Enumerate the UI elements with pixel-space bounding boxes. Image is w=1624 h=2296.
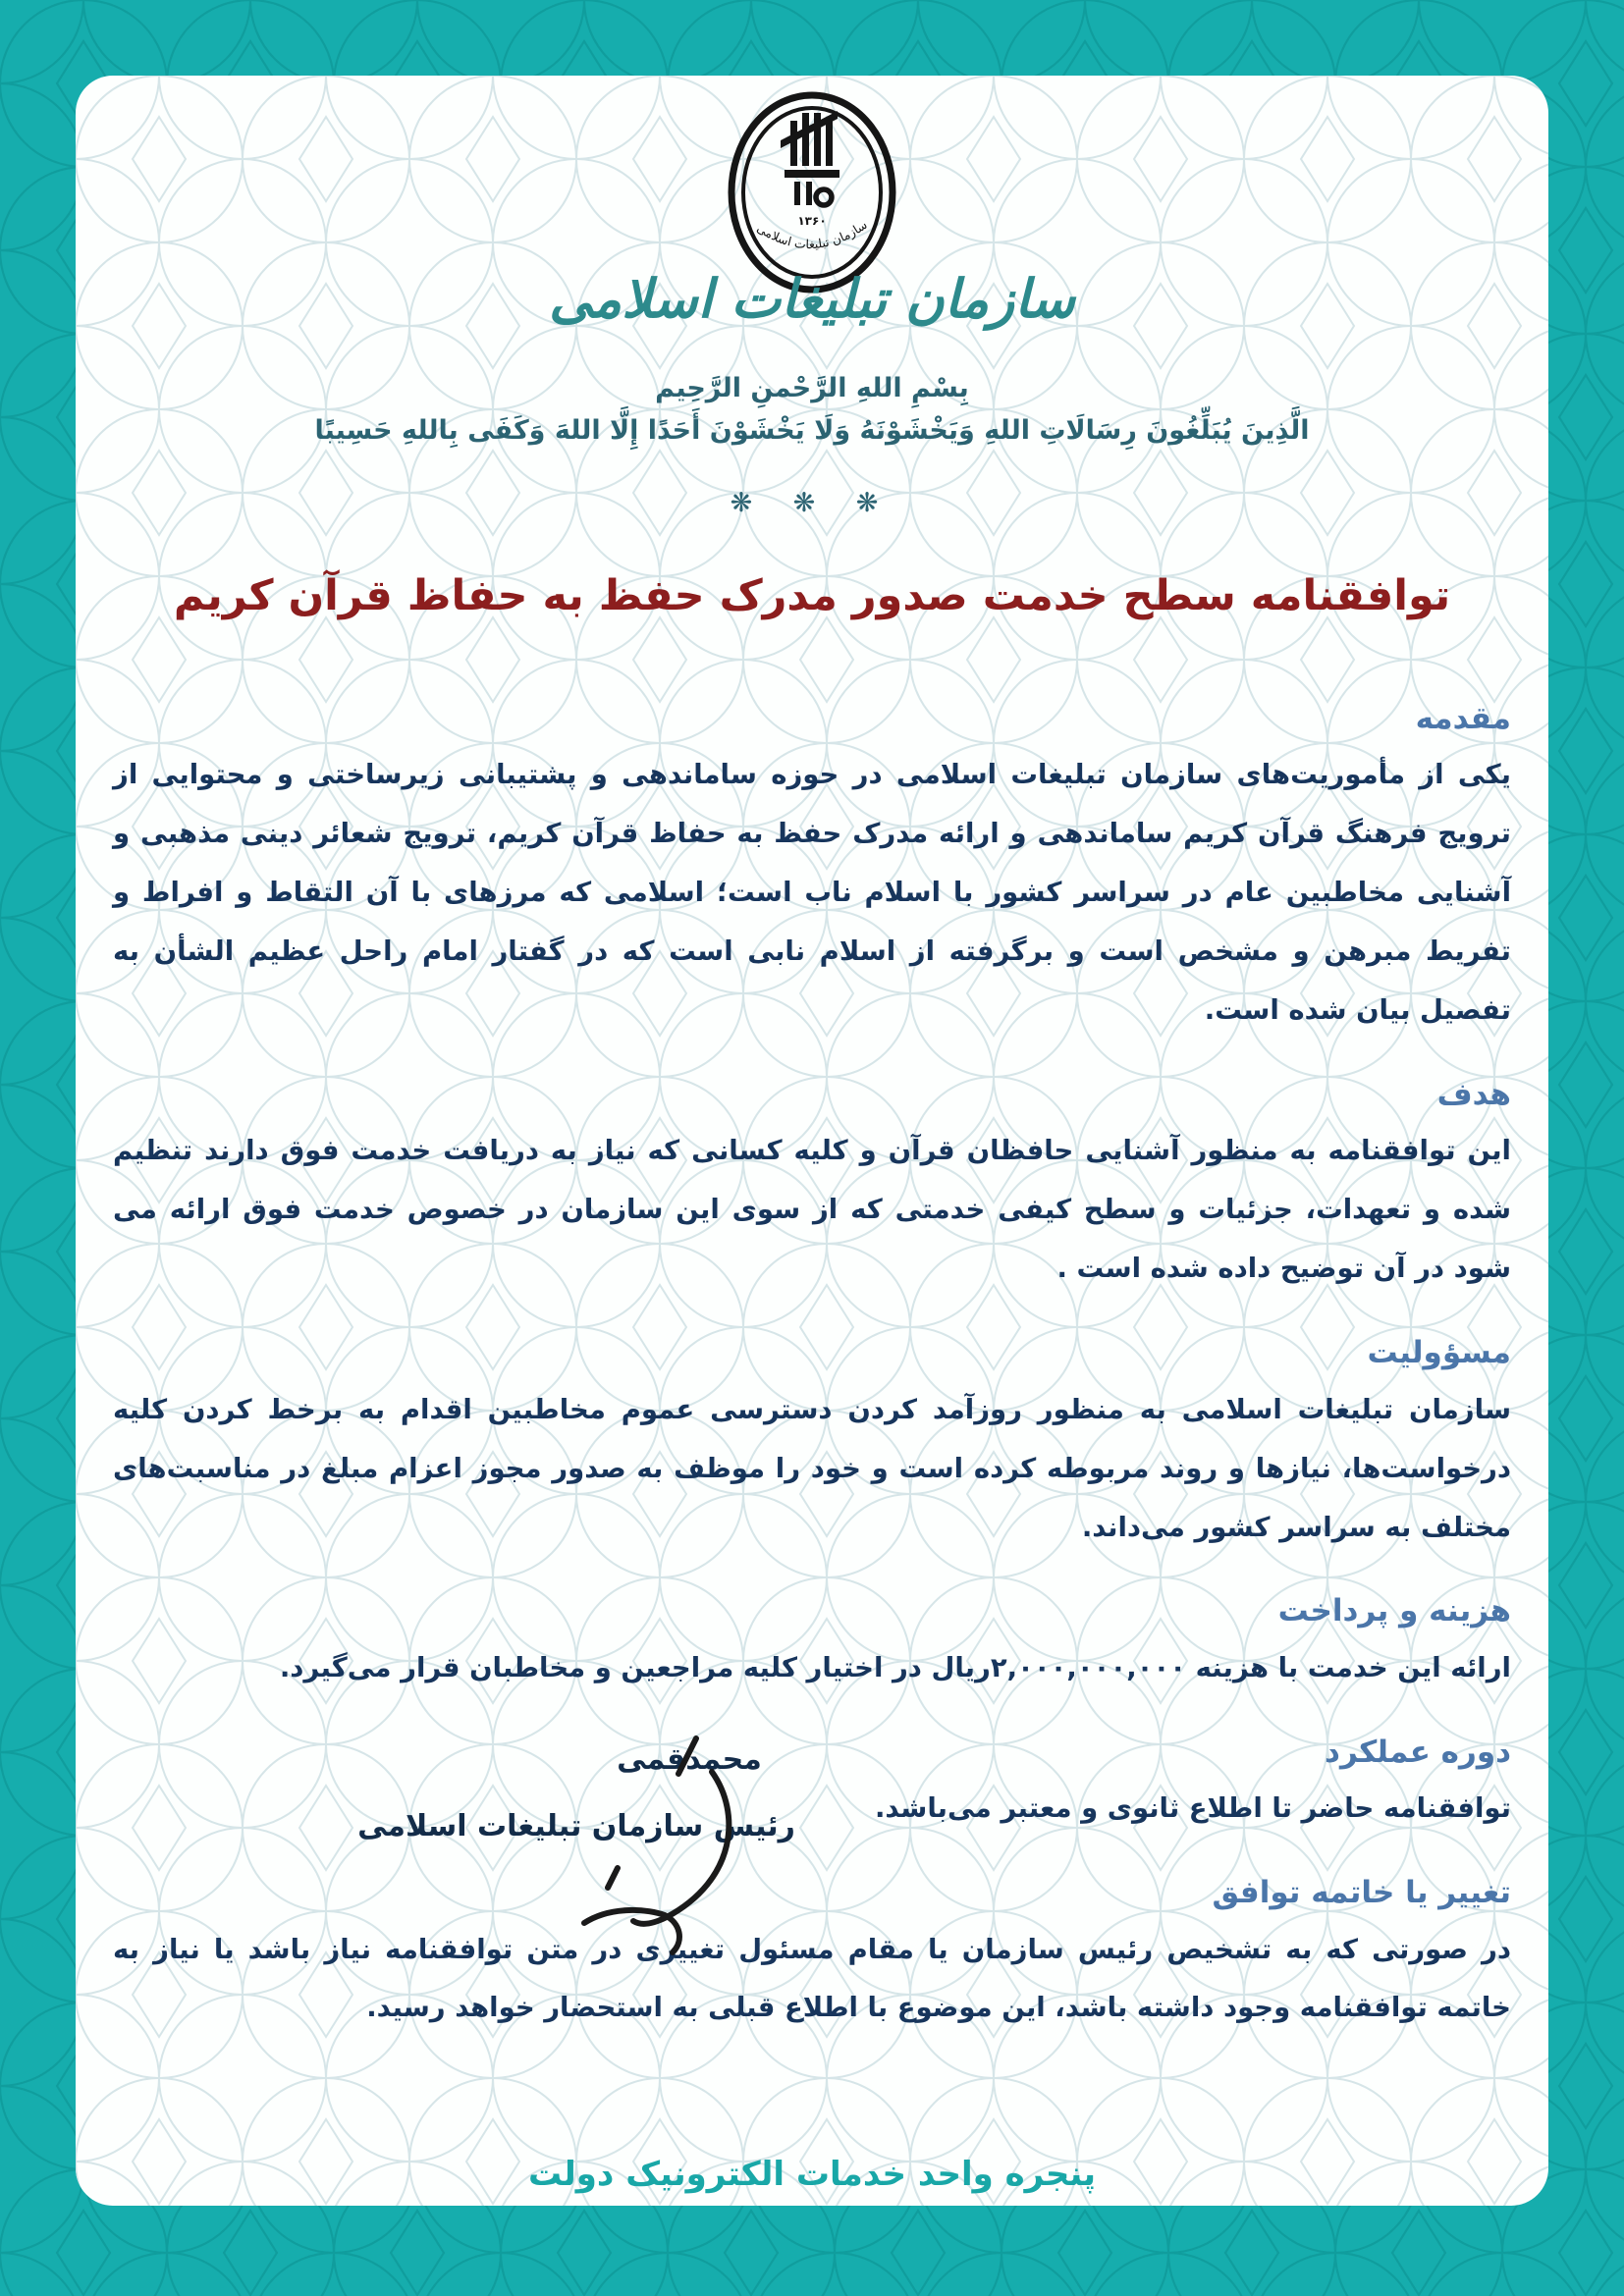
section-heading: مقدمه <box>1415 701 1511 736</box>
org-calligraphy: سازمان تبلیغات اسلامی <box>549 268 1075 330</box>
section-masouliat <box>113 1332 1511 1557</box>
ornament-asterisks: ❋ ❋ ❋ <box>730 488 894 518</box>
section-moghadame <box>113 698 1511 1041</box>
section-body: سازمان تبلیغات اسلامی به منظور روزآمد کردن دسترسی عموم مخاطبین اقدام به برخط کردن کلیه درخواست‌ها، نیازها و روند مربوطه کرده است و خود را موظف به صدور مجوز اعزام مبلغ در مناسبت‌های مختلف به سراسر کشور می‌داند. <box>113 1393 1511 1543</box>
section-hazine-pardakht <box>113 1590 1511 1697</box>
section-heading: هزینه و پرداخت <box>1277 1593 1511 1629</box>
section-body: ارائه این خدمت با هزینه ۲,۰۰۰,۰۰۰,۰۰۰ریال در اختیار کلیه مراجعین و مخاطبان قرار می‌گیرد. <box>279 1651 1511 1683</box>
section-body: توافقنامه حاضر تا اطلاع ثانوی و معتبر می‌باشد. <box>874 1792 1511 1825</box>
signatory-role: رئیس سازمان تبلیغات اسلامی <box>357 1809 795 1843</box>
section-heading: تغییر یا خاتمه توافق <box>1212 1875 1511 1911</box>
footer-egov-label: پنجره واحد خدمات الکترونیک دولت <box>528 2155 1096 2194</box>
section-body: در صورتی که به تشخیص رئیس سازمان یا مقام مسئول تغییری در متن توافقنامه نیاز باشد یا نیاز به خاتمه توافقنامه وجود داشته باشد، این موضوع با اطلاع قبلی به استحضار خواهد رسید. <box>113 1933 1511 2024</box>
section-heading: دوره عملکرد <box>1325 1734 1511 1770</box>
section-body: این توافقنامه به منظور آشنایی حافظان قرآن و کلیه کسانی که نیاز به دریافت خدمت فوق دارند تنظیم شده و تعهدات، جزئیات و سطح کیفی خدمتی که از سوی این سازمان در خصوص خدمت فوق ارائه می شود در آن توضیح داده شده است . <box>113 1135 1511 1285</box>
quran-verse: الَّذِينَ يُبَلِّغُونَ رِسَالَاتِ اللهِ وَيَخْشَوْنَهُ وَلَا يَخْشَوْنَ أَحَدًا إِلَّا اللهَ وَكَفَى بِاللهِ حَسِيبًا <box>314 415 1310 446</box>
handwritten-signature <box>547 1731 753 1956</box>
section-body: یکی از مأموریت‌های سازمان تبلیغات اسلامی در حوزه ساماندهی و پشتیبانی زیرساختی و محتوایی از ترویج فرهنگ قرآن کریم ساماندهی و ارائه مدرک حفظ به حفاظ قرآن کریم، ترویج شعائر دینی مذهبی و آشنایی مخاطبین عام در سراسر کشور با اسلام ناب است؛ اسلامی که مرزهای با آن التقاط و افراط و تفریط مبرهن و مشخص است و برگرفته از اسلام نابی است که در گفتار امام راحل عظیم الشأن به تفصیل بیان شده است. <box>113 759 1511 1027</box>
section-taghir-khateme <box>113 1872 1511 2038</box>
emblem-year: ۱۳۶۰ <box>797 214 827 228</box>
allah-kufic-calligraphy <box>781 111 839 205</box>
document-title: توافقنامه سطح خدمت صدور مدرک حفظ به حفاظ قرآن کریم <box>173 571 1451 620</box>
bismillah-text: بِسْمِ اللهِ الرَّحْمنِ الرَّحِيم <box>655 373 969 403</box>
section-heading: هدف <box>1436 1077 1511 1113</box>
emblem-org-name: سازمان تبلیغات اسلامی <box>754 217 870 252</box>
signatory-name: محمدقمی <box>617 1742 762 1777</box>
section-hadaf <box>113 1074 1511 1299</box>
letter-content <box>76 76 1548 2206</box>
section-heading: مسؤولیت <box>1367 1335 1511 1371</box>
letter-card <box>76 76 1548 2206</box>
